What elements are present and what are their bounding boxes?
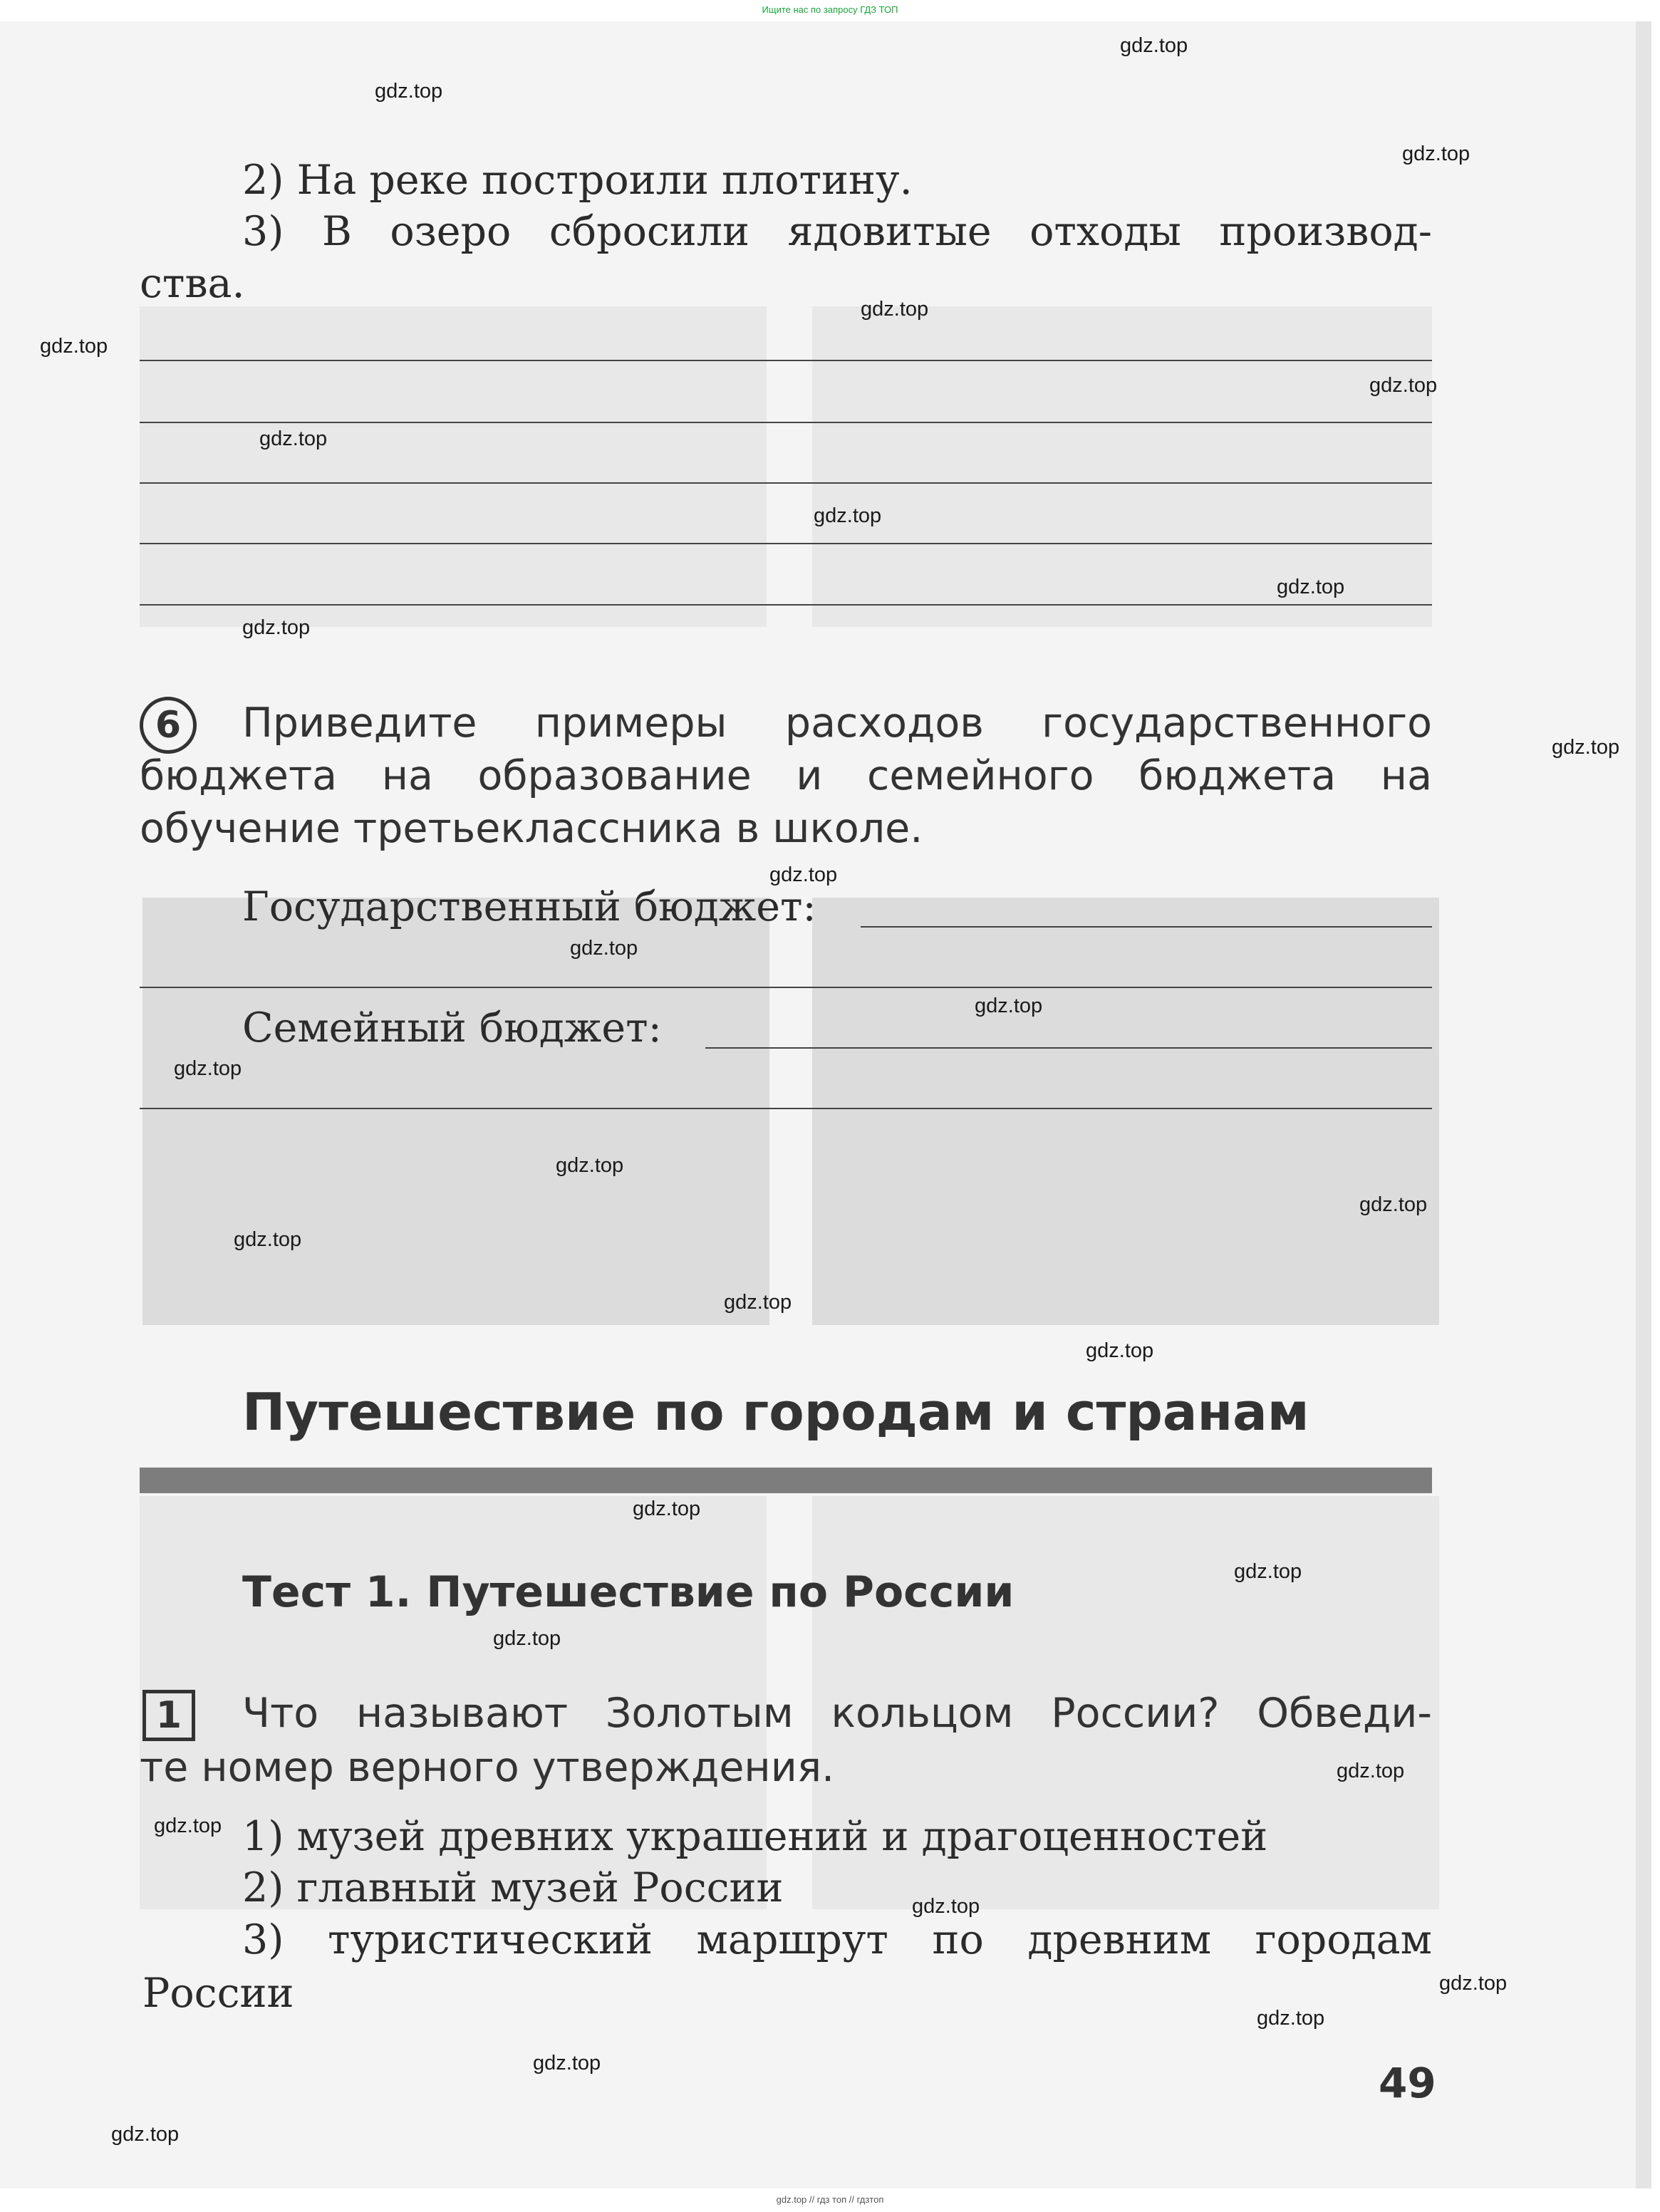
section-title: Путешествие по городам и странам [242,1382,1309,1442]
page-edge [1636,21,1651,2188]
task-6-line-2: бюджета на образование и семейного бюджета на [140,752,1432,799]
answer-line-4[interactable] [140,543,1432,544]
bleed-photo-1 [140,306,767,627]
watermark-24: gdz.top [1337,1760,1405,1782]
watermark-23: gdz.top [493,1627,561,1650]
answer-line-1[interactable] [140,360,1432,361]
task-6-line-3: обучение третьеклассника в школе. [140,805,923,852]
test-option-3-line-1[interactable]: 3) туристический маршрут по древним городам [242,1916,1432,1963]
watermark-21: gdz.top [633,1497,701,1520]
answer-line-5[interactable] [140,604,1432,606]
state-budget-answer-line-2[interactable] [140,987,1432,988]
watermark-11: gdz.top [1552,736,1620,759]
section-divider-bar [140,1468,1432,1493]
prev-option-3-line-1: 3) В озеро сбросили ядовитые отходы производ- [242,208,1432,255]
watermark-16: gdz.top [556,1154,624,1177]
family-budget-answer-line[interactable] [705,1047,1432,1049]
state-budget-label: Государственный бюджет: [242,883,816,930]
watermark-17: gdz.top [1359,1193,1428,1216]
watermark-25: gdz.top [154,1814,222,1837]
bottom-banner[interactable]: gdz.top // гдз топ // гдзтоп [776,2194,884,2205]
watermark-26: gdz.top [912,1895,980,1918]
watermark-15: gdz.top [174,1057,242,1080]
watermark-29: gdz.top [533,2052,601,2075]
test-task-1-line-2: те номер верного утверждения. [140,1744,835,1791]
watermark-27: gdz.top [1439,1972,1508,1995]
watermark-28: gdz.top [1257,2007,1325,2030]
test-title: Тест 1. Путешествие по России [242,1567,1015,1617]
watermark-8: gdz.top [814,504,882,527]
test-task-1-number: 1 [142,1690,195,1741]
watermark-10: gdz.top [242,616,311,639]
watermark-3: gdz.top [1402,142,1470,165]
task-6-line-1: Приведите примеры расходов государственного [242,700,1432,747]
watermark-22: gdz.top [1234,1560,1302,1583]
watermark-30: gdz.top [111,2123,180,2146]
test-option-2[interactable]: 2) главный музей России [242,1864,784,1911]
answer-line-3[interactable] [140,482,1432,484]
watermark-20: gdz.top [1086,1339,1154,1362]
watermark-19: gdz.top [724,1291,792,1314]
test-option-1[interactable]: 1) музей древних украшений и драгоценностей [242,1813,1268,1860]
family-budget-label: Семейный бюджет: [242,1004,662,1052]
task-6-number: 6 [140,697,197,754]
prev-option-3-line-2: ства. [140,260,245,307]
bleed-photo-3 [142,898,769,1325]
watermark-9: gdz.top [1277,576,1345,598]
test-option-3-line-2[interactable]: России [142,1970,294,2017]
watermark-2: gdz.top [375,80,443,103]
watermark-5: gdz.top [40,335,108,358]
prev-option-2: 2) На реке построили плотину. [242,157,913,204]
watermark-6: gdz.top [1369,374,1438,397]
watermark-13: gdz.top [570,937,638,960]
watermark-1: gdz.top [1120,34,1188,57]
watermark-4: gdz.top [861,298,929,321]
watermark-7: gdz.top [259,427,328,450]
watermark-12: gdz.top [769,863,838,886]
family-budget-answer-line-2[interactable] [140,1108,1432,1109]
answer-line-2[interactable] [140,422,1432,423]
state-budget-answer-line[interactable] [861,926,1432,928]
bleed-photo-4 [812,898,1439,1325]
top-banner[interactable]: Ищите нас по запросу ГДЗ ТОП [762,4,898,15]
test-task-1-line-1: Что называют Золотым кольцом России? Обведи- [242,1690,1432,1737]
watermark-18: gdz.top [234,1228,302,1251]
page-number: 49 [1379,2059,1436,2107]
watermark-14: gdz.top [975,995,1043,1017]
